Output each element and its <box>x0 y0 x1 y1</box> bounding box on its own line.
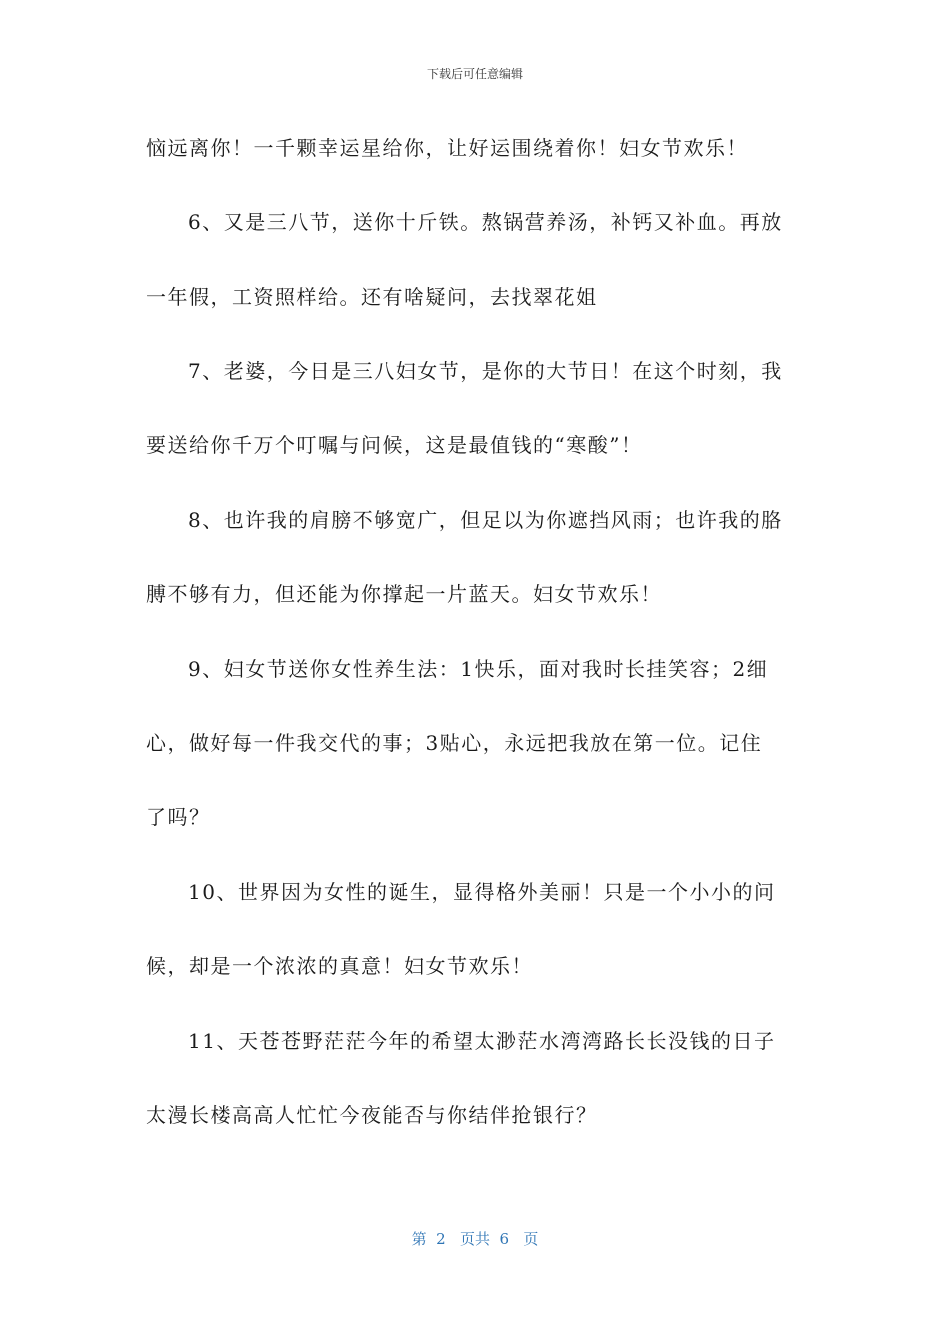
text-line: 心，做好每一件我交代的事；3贴心，永远把我放在第一位。记住 <box>146 731 763 755</box>
text-line: 恼远离你！一千颗幸运星给你，让好运围绕着你！妇女节欢乐！ <box>146 136 748 160</box>
text-line: 9、妇女节送你女性养生法：1快乐，面对我时长挂笑容；2细 <box>188 657 769 681</box>
text-line: 要送给你千万个叮嘱与问候，这是最值钱的“寒酸”！ <box>146 433 643 457</box>
page-number-footer: 第 2 页共 6 页 <box>411 1230 539 1248</box>
text-line: 了吗？ <box>146 805 211 829</box>
text-line: 一年假，工资照样给。还有啥疑问，去找翠花姐 <box>146 285 598 309</box>
text-line: 太漫长楼高高人忙忙今夜能否与你结伴抢银行？ <box>146 1103 598 1127</box>
text-line: 候，却是一个浓浓的真意！妇女节欢乐！ <box>146 954 533 978</box>
page-header: 下载后可任意编辑 <box>426 67 523 81</box>
text-line: 6、又是三八节，送你十斤铁。熬锅营养汤，补钙又补血。再放 <box>188 210 783 234</box>
text-line: 10、世界因为女性的诞生，显得格外美丽！只是一个小小的问 <box>188 880 776 904</box>
text-line: 7、老婆，今日是三八妇女节，是你的大节日！在这个时刻，我 <box>188 359 783 383</box>
text-line: 8、也许我的肩膀不够宽广，但足以为你遮挡风雨；也许我的胳 <box>188 508 783 532</box>
text-line: 11、天苍苍野茫茫今年的希望太渺茫水湾湾路长长没钱的日子 <box>188 1029 776 1053</box>
text-line: 膊不够有力，但还能为你撑起一片蓝天。妇女节欢乐！ <box>146 582 662 606</box>
